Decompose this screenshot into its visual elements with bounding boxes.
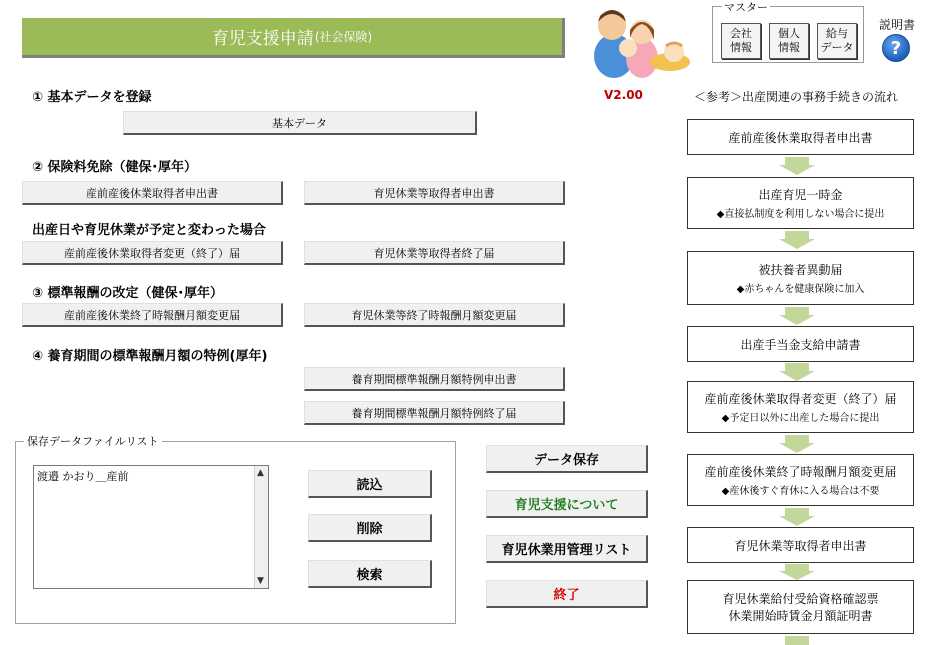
flow-step-2	[687, 177, 914, 229]
down-arrow-icon	[779, 435, 815, 453]
page-title-sub: (社会保険)	[314, 30, 373, 44]
flow-step-1	[687, 119, 914, 155]
flow-step-note: ◆予定日以外に出産した場合に提出	[721, 413, 880, 424]
flow-step-title: 産前産後休業取得者変更（終了）届	[704, 392, 897, 406]
maternity-leave-change-button[interactable]: 産前産後休業取得者変更（終了）届	[22, 241, 283, 265]
family-illustration	[584, 4, 694, 80]
management-list-button[interactable]: 育児休業用管理リスト	[486, 535, 648, 563]
childcare-end-salary-change-button[interactable]: 育児休業等終了時報酬月額変更届	[304, 303, 565, 327]
scroll-up-icon[interactable]: ▲	[257, 468, 264, 478]
file-listbox[interactable]	[33, 465, 269, 589]
flow-step-6	[687, 454, 914, 506]
basic-data-button[interactable]: 基本データ	[123, 111, 477, 135]
salary-data-button[interactable]	[817, 23, 857, 59]
flow-step-note: ◆赤ちゃんを健康保険に加入	[736, 284, 865, 295]
maternity-end-salary-change-button[interactable]: 産前産後休業終了時報酬月額変更届	[22, 303, 283, 327]
flow-step-title: 被扶養者異動届	[758, 263, 843, 277]
master-group-label: マスター	[724, 1, 768, 14]
version-label: V2.00	[604, 88, 643, 102]
flow-step-title: 育児休業給付受給資格確認票 休業開始時賃金月額証明書	[722, 592, 879, 623]
personal-info-label: 個人 情報	[778, 27, 800, 54]
childcare-leave-application-button[interactable]: 育児休業等取得者申出書	[304, 181, 565, 205]
flow-step-title: 育児休業等取得者申出書	[734, 538, 867, 553]
flow-step-8	[687, 580, 914, 634]
flow-step-title: 産前産後休業終了時報酬月額変更届	[704, 465, 897, 479]
search-button[interactable]: 検索	[308, 560, 432, 588]
section-change-heading: 出産日や育児休業が予定と変わった場合	[32, 223, 266, 238]
special-rule-end-button[interactable]: 養育期間標準報酬月額特例終了届	[304, 401, 565, 425]
special-rule-application-button[interactable]: 養育期間標準報酬月額特例申出書	[304, 367, 565, 391]
section-special-heading: ④ 養育期間の標準報酬月額の特例(厚年)	[32, 349, 268, 364]
company-info-label: 会社 情報	[730, 27, 752, 54]
load-button[interactable]: 読込	[308, 470, 432, 498]
flow-step-note: ◆産休後すぐ育休に入る場合は不要	[721, 486, 880, 497]
help-icon[interactable]: ?	[882, 34, 910, 62]
company-info-button[interactable]	[721, 23, 761, 59]
section-revision-heading: ③ 標準報酬の改定（健保･厚年）	[32, 286, 224, 301]
down-arrow-icon	[779, 636, 815, 645]
save-data-button[interactable]: データ保存	[486, 445, 648, 473]
flow-step-5	[687, 381, 914, 433]
salary-data-label: 給与 データ	[820, 27, 854, 54]
maternity-leave-application-button[interactable]: 産前産後休業取得者申出書	[22, 181, 283, 205]
scroll-down-icon[interactable]: ▼	[257, 576, 264, 586]
delete-button[interactable]: 削除	[308, 514, 432, 542]
page-title: 育児支援申請	[211, 29, 314, 49]
exit-button[interactable]: 終了	[486, 580, 648, 608]
flow-step-note: ◆直接払制度を利用しない場合に提出	[716, 209, 885, 220]
list-item[interactable]: 渡邉 かおり＿産前	[37, 470, 129, 483]
flow-step-3	[687, 251, 914, 305]
flow-step-4	[687, 326, 914, 362]
manual-label: 説明書	[879, 18, 916, 32]
section-exemption-heading: ② 保険料免除（健保･厚年）	[32, 160, 198, 175]
down-arrow-icon	[779, 363, 815, 381]
flow-step-title: 出産手当金支給申請書	[740, 337, 861, 352]
title-banner	[22, 18, 565, 58]
file-list-label: 保存データファイルリスト	[24, 433, 162, 449]
about-childcare-button[interactable]: 育児支援について	[486, 490, 648, 518]
listbox-scrollbar[interactable]	[254, 466, 268, 588]
down-arrow-icon	[779, 157, 815, 175]
down-arrow-icon	[779, 307, 815, 325]
down-arrow-icon	[779, 231, 815, 249]
flow-step-title: 出産育児一時金	[758, 188, 843, 202]
flow-step-7	[687, 527, 914, 563]
childcare-leave-end-button[interactable]: 育児休業等取得者終了届	[304, 241, 565, 265]
personal-info-button[interactable]	[769, 23, 809, 59]
flow-step-title: 産前産後休業取得者申出書	[728, 130, 873, 145]
section-basic-heading: ① 基本データを登録	[32, 90, 152, 105]
reference-flow-title: ＜参考＞出産関連の事務手続きの流れ	[694, 90, 899, 104]
down-arrow-icon	[779, 508, 815, 526]
down-arrow-icon	[779, 564, 815, 580]
